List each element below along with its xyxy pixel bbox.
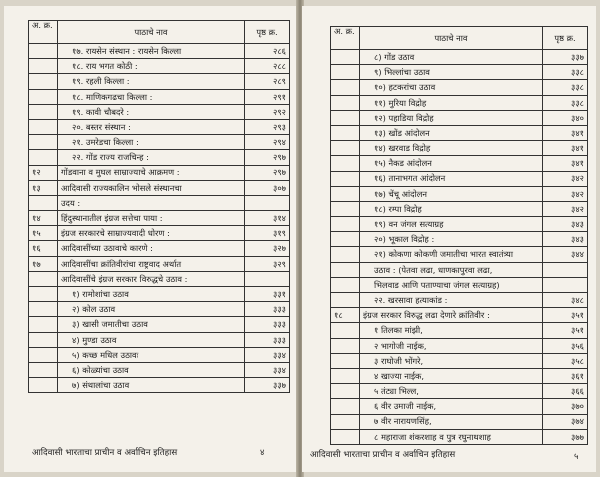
row-chapter-name: ८ महाराजा शंकरशाह व पुत्र रघुनाथशाह	[360, 429, 543, 444]
row-chapter-name: १५) नैकड आंदोलन	[360, 156, 543, 171]
row-serial	[331, 141, 360, 156]
footer-book-title: आदिवासी भारताचा प्राचीन व अर्वाचिन इतिहास	[310, 450, 456, 460]
row-chapter-name: ७ वीर नारायणसिंह,	[360, 414, 543, 429]
footer-page-number: ४	[260, 448, 265, 458]
table-row	[331, 277, 588, 292]
row-serial	[331, 50, 360, 65]
table-row	[29, 256, 290, 271]
row-page-number: २९७	[245, 150, 290, 165]
row-chapter-name: १०) हटकरांचा उठाव	[360, 80, 543, 95]
table-row	[331, 65, 588, 80]
table-row	[331, 429, 588, 444]
row-chapter-name: २०) भूकाल विद्रोह :	[360, 232, 543, 247]
row-chapter-name: ८) गोंड उठाव	[360, 50, 543, 65]
table-row	[29, 317, 290, 332]
row-chapter-name: २२. गोंड राज्य राजचिन्ह :	[58, 150, 245, 165]
row-chapter-name: ६) कोळ्यांचा उठाव	[58, 362, 245, 377]
row-chapter-name: ७) संथालांचा उठाव	[58, 378, 245, 393]
row-chapter-name: १७. रायसेन संस्थान : रायसेन किल्ला	[58, 44, 245, 59]
table-row	[331, 353, 588, 368]
row-chapter-name: इंग्रज सरकारचे साम्राज्यवादी धोरण :	[58, 226, 245, 241]
table-row	[331, 414, 588, 429]
table-row	[331, 232, 588, 247]
row-serial	[331, 353, 360, 368]
row-chapter-name: १९. रहली किल्ला :	[58, 74, 245, 89]
row-serial	[331, 338, 360, 353]
table-row	[29, 135, 290, 150]
table-row	[331, 110, 588, 125]
row-serial	[29, 317, 58, 332]
row-page-number: ३३८	[543, 95, 588, 110]
row-page-number: ३२९	[245, 256, 290, 271]
row-page-number: २९१	[245, 89, 290, 104]
row-page-number: २८६	[245, 44, 290, 59]
row-chapter-name: आदिवासींच्या उठावाचे कारणे :	[58, 241, 245, 256]
row-page-number: ३१४	[245, 211, 290, 226]
row-page-number: ३४३	[543, 217, 588, 232]
row-chapter-name: उदय :	[58, 195, 245, 210]
row-chapter-name: ११) मुरिया विद्रोह	[360, 95, 543, 110]
row-page-number: ३३१	[245, 287, 290, 302]
row-chapter-name: १८. राय भगत कोठी :	[58, 59, 245, 74]
header-chapter-name: पाठाचे नाव	[360, 27, 543, 50]
row-page-number: ३५८	[543, 353, 588, 368]
row-chapter-name: ९) भिल्लांचा उठाव	[360, 65, 543, 80]
table-row	[331, 50, 588, 65]
row-chapter-name: ५ तंट्या भिल्ल,	[360, 384, 543, 399]
row-page-number: ३५१	[543, 308, 588, 323]
row-chapter-name: १७) चेंचू आंदोलन	[360, 186, 543, 201]
contents-body-right	[331, 50, 588, 445]
row-chapter-name: इंग्रज सरकार विरुद्ध लढा देणारे क्रांतिवीर :	[360, 308, 543, 323]
row-serial	[331, 323, 360, 338]
row-page-number: ३६६	[543, 384, 588, 399]
row-chapter-name: ६ वीर उमाजी नाईक,	[360, 399, 543, 414]
table-row	[331, 125, 588, 140]
row-chapter-name: १८. माणिकगढचा किल्ला :	[58, 89, 245, 104]
row-chapter-name: ५) कच्छ मधिल उठावः	[58, 347, 245, 362]
row-page-number: ३४४	[543, 247, 588, 262]
row-serial	[331, 384, 360, 399]
row-page-number: ३४८	[543, 293, 588, 308]
row-serial: १५	[29, 226, 58, 241]
row-page-number: ३५६	[543, 338, 588, 353]
row-serial	[331, 217, 360, 232]
table-row	[29, 74, 290, 89]
row-serial	[29, 347, 58, 362]
row-serial: १३	[29, 180, 58, 195]
row-page-number: ३४१	[543, 125, 588, 140]
table-row	[29, 226, 290, 241]
row-page-number: ३३७	[543, 50, 588, 65]
row-serial	[331, 171, 360, 186]
row-serial	[331, 429, 360, 444]
table-row	[331, 156, 588, 171]
row-serial	[331, 65, 360, 80]
row-serial	[29, 332, 58, 347]
row-serial	[331, 247, 360, 262]
row-page-number: ३३८	[543, 65, 588, 80]
row-serial	[29, 74, 58, 89]
row-page-number	[543, 262, 588, 277]
table-row	[29, 180, 290, 195]
row-page-number: २८९	[245, 74, 290, 89]
table-row	[331, 186, 588, 201]
row-page-number	[543, 277, 588, 292]
row-serial	[331, 186, 360, 201]
row-page-number: ३४२	[543, 186, 588, 201]
row-serial	[331, 399, 360, 414]
row-page-number: ३४२	[543, 171, 588, 186]
row-serial	[331, 368, 360, 383]
row-chapter-name: २१. उमरेडचा किल्ला :	[58, 135, 245, 150]
row-page-number: २९३	[245, 119, 290, 134]
table-row	[29, 44, 290, 59]
table-row	[29, 89, 290, 104]
row-serial	[29, 59, 58, 74]
row-chapter-name: ३ राघोजी भोंगरे,	[360, 353, 543, 368]
row-chapter-name: आदिवासींचे इंग्रज सरकार विरुद्धचे उठाव :	[58, 271, 245, 286]
table-row	[331, 80, 588, 95]
left-page	[4, 6, 298, 472]
row-serial	[331, 80, 360, 95]
row-page-number: ३२७	[245, 241, 290, 256]
row-serial	[29, 135, 58, 150]
row-page-number: ३५१	[543, 323, 588, 338]
table-row	[331, 323, 588, 338]
table-row	[29, 362, 290, 377]
row-page-number: २९७	[245, 165, 290, 180]
table-row	[331, 384, 588, 399]
row-serial	[29, 271, 58, 286]
row-serial	[331, 110, 360, 125]
row-page-number: २८८	[245, 59, 290, 74]
row-serial	[29, 302, 58, 317]
row-serial: १७	[29, 256, 58, 271]
table-row	[331, 201, 588, 216]
table-row	[331, 308, 588, 323]
row-chapter-name: २१) कोकणा कोकणी जमातीचा भारत स्वातंत्र्या	[360, 247, 543, 262]
row-chapter-name: २०. बस्तर संस्थान :	[58, 119, 245, 134]
row-serial	[29, 287, 58, 302]
row-chapter-name: ३) खासी जमातीचा उठाव	[58, 317, 245, 332]
row-chapter-name: १८) रम्पा विद्रोह	[360, 201, 543, 216]
table-row	[331, 247, 588, 262]
header-page-number: पृष्ठ क्र.	[245, 21, 290, 44]
row-serial	[331, 201, 360, 216]
row-page-number: ३१९	[245, 226, 290, 241]
row-page-number: २९२	[245, 104, 290, 119]
row-serial	[29, 119, 58, 134]
row-chapter-name: १४) खरवाड विद्रोह	[360, 141, 543, 156]
header-serial: अ. क्र.	[331, 27, 360, 50]
table-row	[29, 119, 290, 134]
row-chapter-name: १ तिलका मांझी,	[360, 323, 543, 338]
row-page-number: ३३८	[543, 80, 588, 95]
row-serial	[331, 232, 360, 247]
row-page-number: ३७४	[543, 414, 588, 429]
row-chapter-name: ४) मुण्डा उठाव	[58, 332, 245, 347]
table-row	[29, 271, 290, 286]
table-header	[331, 27, 588, 50]
row-page-number: ३४१	[543, 156, 588, 171]
row-serial	[331, 262, 360, 277]
row-page-number: ३४०	[543, 110, 588, 125]
table-row	[29, 211, 290, 226]
row-serial	[331, 293, 360, 308]
table-row	[331, 399, 588, 414]
row-serial: १८	[331, 308, 360, 323]
contents-table-left	[28, 20, 290, 393]
row-page-number: ३७७	[543, 429, 588, 444]
row-chapter-name: १९. कावी चौबदरे :	[58, 104, 245, 119]
header-chapter-name: पाठाचे नाव	[58, 21, 245, 44]
row-page-number	[245, 271, 290, 286]
table-row	[29, 241, 290, 256]
row-serial	[29, 44, 58, 59]
row-chapter-name: १२) पहाडिया विद्रोह	[360, 110, 543, 125]
row-chapter-name: गोंडवाना व मुघल साम्राज्याचे आक्रमण :	[58, 165, 245, 180]
row-serial	[331, 277, 360, 292]
row-chapter-name: २) कोल उठाव	[58, 302, 245, 317]
row-serial	[331, 414, 360, 429]
row-serial	[29, 195, 58, 210]
row-chapter-name: ४ खाज्या नाईक,	[360, 368, 543, 383]
row-chapter-name: २ भागोजी नाईक,	[360, 338, 543, 353]
row-page-number: ३०७	[245, 180, 290, 195]
table-row	[29, 165, 290, 180]
row-chapter-name: भिलवाड आणि पताण्याचा जंगल सत्याग्रह)	[360, 277, 543, 292]
table-row	[29, 59, 290, 74]
contents-body-left	[29, 44, 290, 393]
row-serial: १६	[29, 241, 58, 256]
table-header	[29, 21, 290, 44]
row-serial	[29, 362, 58, 377]
row-page-number: ३३४	[245, 362, 290, 377]
row-serial	[29, 378, 58, 393]
contents-table-right	[330, 26, 588, 445]
table-row	[29, 195, 290, 210]
header-page-number: पृष्ठ क्र.	[543, 27, 588, 50]
table-row	[331, 141, 588, 156]
row-chapter-name: १९) वन जंगल सत्याग्रह	[360, 217, 543, 232]
table-row	[331, 262, 588, 277]
row-page-number: ३३३	[245, 332, 290, 347]
row-page-number: ३३४	[245, 347, 290, 362]
row-page-number: ३७०	[543, 399, 588, 414]
footer-page-number: ५	[574, 452, 579, 462]
row-page-number	[245, 195, 290, 210]
row-serial	[331, 95, 360, 110]
row-serial	[331, 156, 360, 171]
row-chapter-name: आदिवासी राज्यकालिन भोसले संस्थानचा	[58, 180, 245, 195]
row-serial	[331, 125, 360, 140]
table-row	[331, 368, 588, 383]
table-row	[29, 104, 290, 119]
row-chapter-name: हिंदुस्थानातील इंग्रज सत्तेचा पाया :	[58, 211, 245, 226]
table-row	[331, 338, 588, 353]
row-page-number: ३३३	[245, 317, 290, 332]
header-serial: अ. क्र.	[29, 21, 58, 44]
table-row	[29, 332, 290, 347]
row-page-number: ३६१	[543, 368, 588, 383]
row-serial	[29, 150, 58, 165]
table-row	[331, 171, 588, 186]
row-chapter-name: १) रामोशांचा उठाव	[58, 287, 245, 302]
row-chapter-name: २२. खरसावा हत्याकांड :	[360, 293, 543, 308]
table-row	[331, 217, 588, 232]
footer-book-title: आदिवासी भारताचा प्राचीन व अर्वाचिन इतिहास	[32, 448, 178, 458]
row-page-number: ३३७	[245, 378, 290, 393]
row-chapter-name: १३) खोंड आंदोलन	[360, 125, 543, 140]
table-row	[331, 293, 588, 308]
table-row	[331, 95, 588, 110]
row-chapter-name: १६) तानाभगत आंदोलन	[360, 171, 543, 186]
row-page-number: २९४	[245, 135, 290, 150]
table-row	[29, 287, 290, 302]
row-page-number: ३४२	[543, 201, 588, 216]
row-chapter-name: आदिवासींचा क्रांतिवीरांचा राष्ट्रवाद अर्थात	[58, 256, 245, 271]
row-page-number: ३४३	[543, 232, 588, 247]
row-serial	[29, 104, 58, 119]
table-row	[29, 150, 290, 165]
row-chapter-name: उठाव : (पेतवा लढा, धाणकापुरवा लढा,	[360, 262, 543, 277]
table-row	[29, 378, 290, 393]
table-row	[29, 302, 290, 317]
row-serial: १४	[29, 211, 58, 226]
table-row	[29, 347, 290, 362]
row-serial: १२	[29, 165, 58, 180]
row-page-number: ३३३	[245, 302, 290, 317]
right-page	[302, 6, 596, 472]
row-serial	[29, 89, 58, 104]
row-page-number: ३४१	[543, 141, 588, 156]
